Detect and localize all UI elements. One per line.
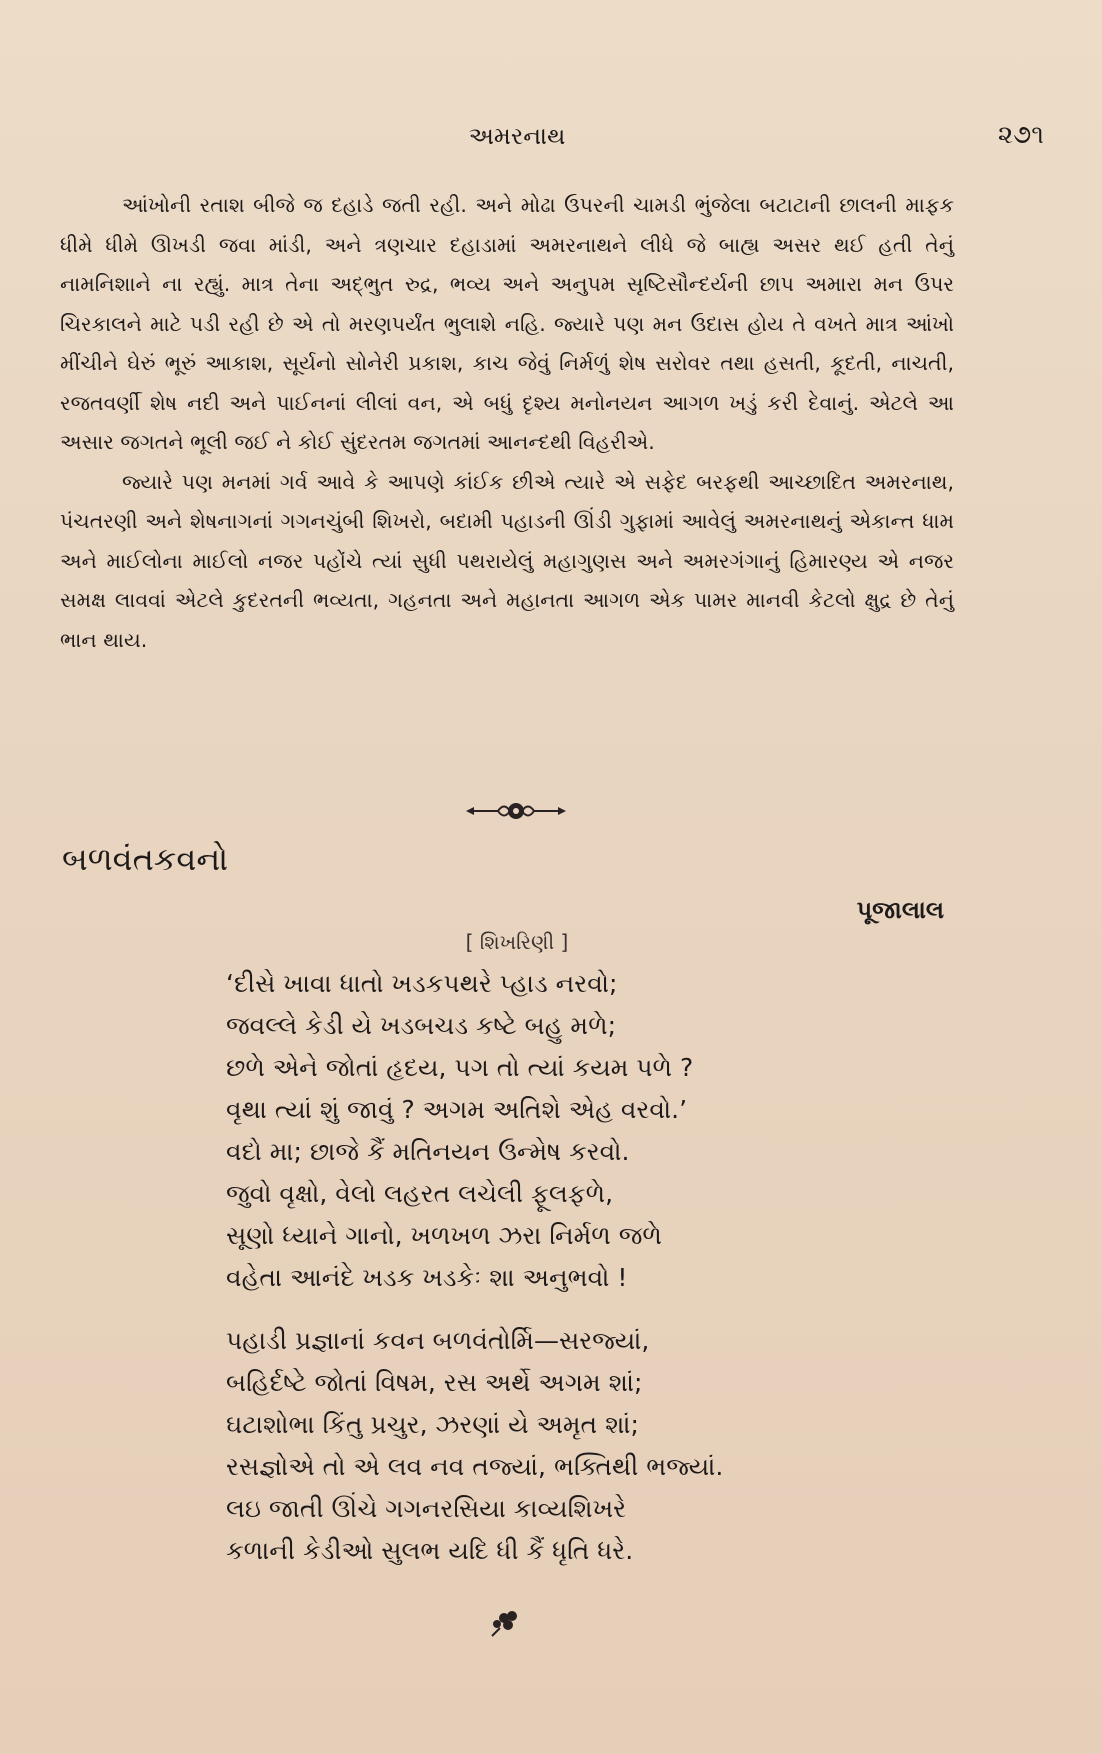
poem-author: પૂજાલાલ [856, 896, 944, 924]
poem-line: વહેતા આનંદે ખડક ખડકેઃ શા અનુભવો ! [226, 1263, 628, 1292]
stanza-sestet [226, 1320, 786, 1572]
poem-line: જવલ્લે કેડી યે ખડબચડ કષ્ટે બહુ મળે; [226, 1011, 617, 1040]
poem-line: છળે એને જોતાં હૃદય, પગ તો ત્યાં કયમ પળે ? [226, 1053, 694, 1082]
floral-end-icon [0, 1608, 1102, 1638]
page-number: ૨૭૧ [997, 120, 1044, 150]
poem-line: ‘દીસે ખાવા ધાતો ખડકપથરે પ્હાડ નરવો; [226, 969, 618, 998]
poem-title: બળવંતકવનો [62, 840, 229, 878]
paragraph: આંખોની રતાશ બીજે જ દહાડે જતી રહી. અને મોઢા ઉપરની ચામડી ભુંજેલા બટાટાની છાલની માફક ધીમે ધીમે ઊખડી જવા માંડી, અને ત્રણચાર દહાડામાં અમરનાથને લીધે જે બાહ્ય અસર થઈ હતી તેનું નામનિશાને ના રહ્યું. માત્ર તેના અદ્ભુત રુદ્ર, ભવ્ય અને અનુપમ સૃષ્ટિસૌન્દર્યની છાપ અમારા મન ઉપર ચિરકાલને માટે પડી રહી છે એ તો મરણપર્યંત ભુલાશે નહિ. જ્યારે પણ મન ઉદાસ હોય તે વખતે માત્ર આંખો મીંચીને ઘેરું ભૂરું આકાશ, સૂર્યનો સોનેરી પ્રકાશ, કાચ જેવું નિર્મળું શેષ સરોવર તથા હસતી, કૂદતી, નાચતી, રજતવર્ણી શેષ નદી અને પાઈનનાં લીલાં વન, એ બધું દૃશ્ય મનોનયન આગળ ખડું કરી દેવાનું. એટલે આ અસાર જગતને ભૂલી જઈ ને કોઈ સુંદરતમ જગતમાં આનન્દથી વિહરીએ. [60, 193, 954, 454]
poem-line: પહાડી પ્રજ્ઞાનાં કવન બળવંતોર્મિ—સરજ્યાં, [226, 1326, 650, 1355]
poem-line: લઇ જાતી ઊંચે ગગનરસિયા કાવ્યશિખરે [226, 1494, 627, 1523]
running-header [0, 118, 1102, 158]
meter-label: [ શિખરિણી ] [465, 930, 569, 954]
poem-line: રસજ્ઞોએ તો એ લવ નવ તજ્યાં, ભક્તિથી ભજ્યાં. [226, 1452, 724, 1481]
essay-body [60, 186, 954, 660]
poem-line: વૃથા ત્યાં શું જાવું ? અગમ અતિશે એહ વરવો.’ [226, 1095, 688, 1124]
stanza-octave [226, 963, 786, 1299]
floral-divider-icon [0, 796, 1102, 826]
poem-line: ઘટાશોભા કિંતુ પ્રચુર, ઝરણાં યે અમૃત શાં; [226, 1410, 639, 1439]
poem-line: બહિર્દષ્ટે જોતાં વિષમ, રસ અર્થે અગમ શાં; [226, 1368, 643, 1397]
poem-line: સૂણો ધ્યાને ગાનો, ખળખળ ઝરા નિર્મળ જળે [226, 1221, 662, 1250]
poem-line: કળાની કેડીઓ સુલભ યદિ ધી કૈં ધૃતિ ધરે. [226, 1536, 634, 1565]
running-title: અમરનાથ [468, 122, 566, 150]
poem-line: વદો મા; છાજે કૈં મતિનયન ઉન્મેષ કરવો. [226, 1137, 630, 1166]
paragraph: જ્યારે પણ મનમાં ગર્વ આવે કે આપણે કાંઈક છીએ ત્યારે એ સફેદ બરફથી આચ્છાદિત અમરનાથ, પંચતરણી અને શેષનાગનાં ગગનચુંબી શિખરો, બદામી પહાડની ઊંડી ગુફામાં આવેલું અમરનાથનું એકાન્ત ધામ અને માઈલોના માઈલો નજર પહોંચે ત્યાં સુધી પથરાયેલું મહાગુણસ અને અમરગંગાનું હિમારણ્ય એ નજર સમક્ષ લાવવાં એટલે કુદરતની ભવ્યતા, ગહનતા અને મહાનતા આગળ એક પામર માનવી કેટલો ક્ષુદ્ર છે તેનું ભાન થાય. [60, 469, 954, 652]
poem-line: જુવો વૃક્ષો, વેલો લહરત લચેલી ફૂલફળે, [226, 1179, 614, 1208]
